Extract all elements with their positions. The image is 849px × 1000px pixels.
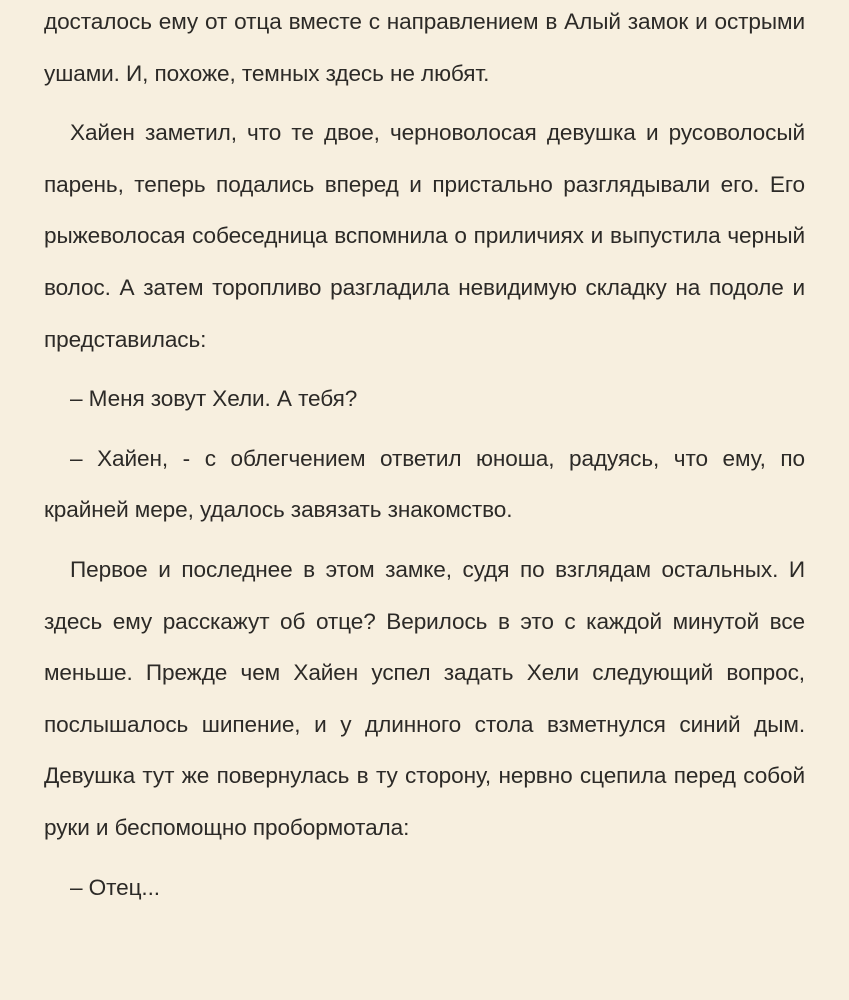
paragraph-continuation: досталось ему от отца вместе с направлением в Алый замок и острыми ушами. И, похоже, темных здесь не любят.: [44, 9, 805, 86]
dialogue-hayen-answer: – Хайен, - с облегчением ответил юноша, радуясь, что ему, по крайней мере, удалось завязать знакомство.: [44, 445, 805, 523]
dialogue-heli-intro: – Меня зовут Хели. А тебя?: [70, 386, 358, 412]
paragraph-hayen-noticed: Хайен заметил, что те двое, черноволосая девушка и русоволосый парень, теперь подались вперед и пристально разглядывали его. Его рыжеволосая собеседница вспомнила о приличиях и выпустила черный волос. А затем торопливо разгладила невидимую складку на подоле и представилась:: [44, 120, 805, 352]
dialogue-father: – Отец...: [70, 874, 160, 900]
paragraph-first-and-last: Первое и последнее в этом замке, судя по взглядам остальных. И здесь ему расскажут об отце? Верилось в это с каждой минутой все меньше. Прежде чем Хайен успел задать Хели следующий вопрос, послышалось шипение, и у длинного стола взметнулся синий дым. Девушка тут же повернулась в ту сторону, нервно сцепила перед собой руки и беспомощно пробормотала:: [44, 556, 805, 840]
text-body: [44, 0, 805, 913]
